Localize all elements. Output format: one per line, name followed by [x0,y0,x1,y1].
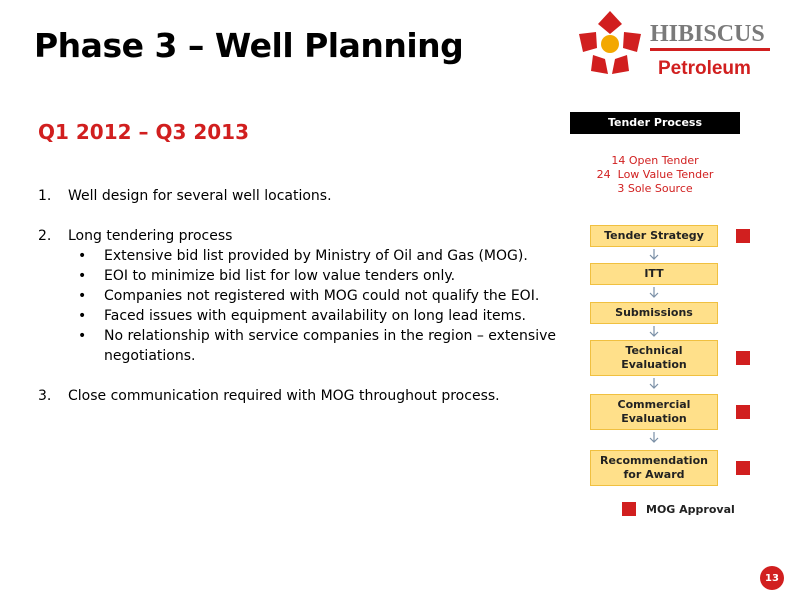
date-range-subtitle: Q1 2012 – Q3 2013 [38,120,250,144]
bullet-item: • No relationship with service companies in the region – extensive negotiations. [104,326,558,366]
slide-title: Phase 3 – Well Planning [34,26,464,65]
arrow-down-icon [648,432,660,444]
list-item [38,186,558,206]
item-text: Long tendering process [68,228,233,244]
mog-approval-marker [736,405,750,419]
arrow-down-icon [648,326,660,338]
step-submissions: Submissions [590,302,718,324]
page-number-badge: 13 [760,566,784,590]
tender-summary-line: 24 Low Value Tender [596,168,714,181]
logo-name-bottom: Petroleum [658,58,751,79]
item-number: 3. [38,388,52,404]
item-number: 2. [38,228,52,244]
step-recommendation-for-award: Recommendation for Award [590,450,718,486]
arrow-down-icon [648,287,660,299]
legend-marker [622,502,636,516]
mog-approval-marker [736,351,750,365]
legend-label: MOG Approval [646,503,735,516]
mog-approval-marker [736,229,750,243]
tender-process-header: Tender Process [570,112,740,134]
step-technical-evaluation: Technical Evaluation [590,340,718,376]
bullet-list [68,246,558,366]
step-itt: ITT [590,263,718,285]
item-text: Close communication required with MOG throughout process. [68,388,500,404]
tender-summary-line: 14 Open Tender [611,154,699,167]
tender-summary [570,154,740,196]
tender-summary-line: 3 Sole Source [617,182,693,195]
bullet-item: • Extensive bid list provided by Ministry of Oil and Gas (MOG). [104,246,558,266]
mog-approval-marker [736,461,750,475]
step-commercial-evaluation: Commercial Evaluation [590,394,718,430]
item-number: 1. [38,188,52,204]
list-item [38,386,558,406]
bullet-item: • EOI to minimize bid list for low value tenders only. [104,266,558,286]
logo-name-top: HIBISCUS [650,21,765,47]
bullet-item: • Faced issues with equipment availability on long lead items. [104,306,558,326]
content-list [38,186,558,426]
item-text: Well design for several well locations. [68,188,332,204]
arrow-down-icon [648,378,660,390]
step-tender-strategy: Tender Strategy [590,225,718,247]
list-item [38,226,558,366]
arrow-down-icon [648,249,660,261]
company-logo [574,8,774,80]
hibiscus-flower-icon [579,11,641,74]
bullet-item: • Companies not registered with MOG could not qualify the EOI. [104,286,558,306]
